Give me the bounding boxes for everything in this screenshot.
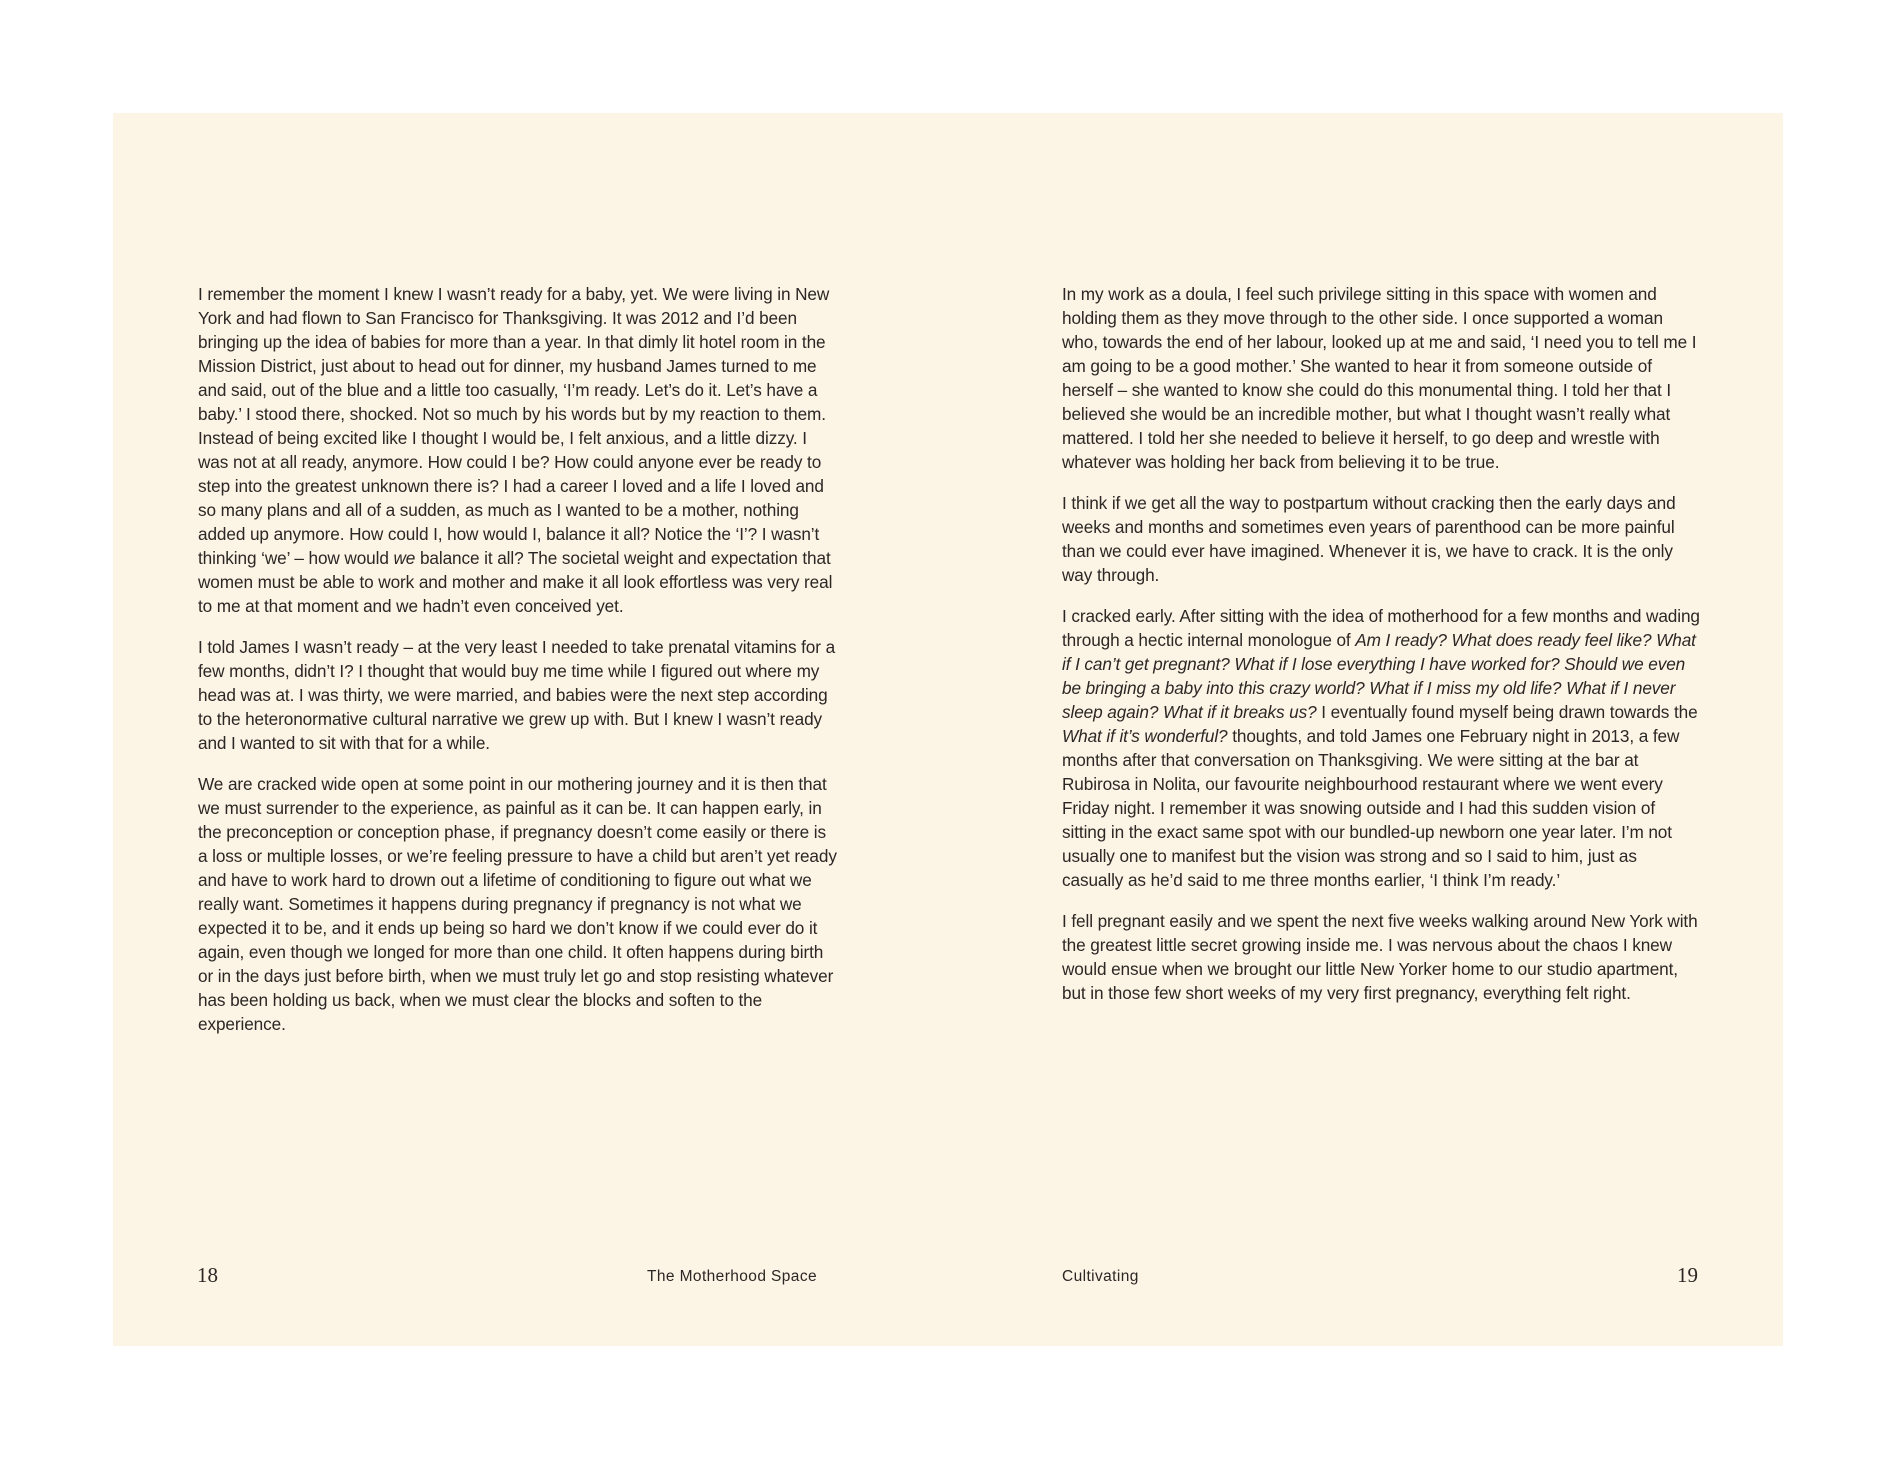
- text-run: We are cracked wide open at some point in our mothering journey and it is then that we must surrender to the experience, as painful as it can be. It can happen early, in the preconception or conception phase, if pregnancy doesn’t come easily or there is a loss or multiple losses, or we’re feeling pressure to have a child but aren’t yet ready and have to work hard to drown out a lifetime of conditioning to figure out what we really want. Sometimes it happens during pregnancy if pregnancy is not what we expected it to be, and it ends up being so hard we don’t know if we could ever do it again, even though we longed for more than one child. It often happens during birth or in the days just before birth, when we must truly let go and stop resisting whatever has been holding us back, when we must clear the blocks and soften to the experience.: [198, 774, 837, 1034]
- left-paragraph-2: [198, 635, 838, 755]
- text-run: In my work as a doula, I feel such privilege sitting in this space with women and holding them as they move through to the other side. I once supported a woman who, towards the end of her labour, looked up at me and said, ‘I need you to tell me I am going to be a good mother.’ She wanted to hear it from someone outside of herself – she wanted to know she could do this monumental thing. I told her that I believed she would be an incredible mother, but what I thought wasn’t really what mattered. I told her she needed to believe it herself, to go deep and wrestle with whatever was holding her back from believing it to be true.: [1062, 284, 1697, 472]
- right-running-head: Cultivating: [1062, 1268, 1139, 1285]
- text-run: I fell pregnant easily and we spent the next five weeks walking around New York with the greatest little secret growing inside me. I was nervous about the chaos I knew would ensue when we brought our little New Yorker home to our studio apartment, but in those few short weeks of my very first pregnancy, everything felt right.: [1062, 911, 1698, 1003]
- right-paragraph-2: [1062, 491, 1702, 587]
- left-paragraph-1: [198, 282, 838, 618]
- left-page-body: [198, 282, 838, 1053]
- text-run: thoughts, and told James one February night in 2013, a few months after that conversation on Thanksgiving. We were sitting at the bar at Rubirosa in Nolita, our favourite neighbourhood restaurant where we went every Friday night. I remember it was snowing outside and I had this sudden vision of sitting in the exact same spot with our bundled-up newborn one year later. I’m not usually one to manifest but the vision was strong and so I said to him, just as casually as he’d said to me three months earlier, ‘I think I’m ready.’: [1062, 726, 1680, 890]
- left-paragraph-3: [198, 772, 838, 1036]
- text-run: I remember the moment I knew I wasn’t ready for a baby, yet. We were living in New York and had flown to San Francisco for Thanksgiving. It was 2012 and I’d been bringing up the idea of babies for more than a year. In that dimly lit hotel room in the Mission District, just about to head out for dinner, my husband James turned to me and said, out of the blue and a little too casually, ‘I’m ready. Let’s do it. Let’s have a baby.’ I stood there, shocked. Not so much by his words but by my reaction to them. Instead of being excited like I thought I would be, I felt anxious, and a little dizzy. I was not at all ready, anymore. How could I be? How could anyone ever be ready to step into the greatest unknown there is? I had a career I loved and a life I loved and so many plans and all of a sudden, as much as I wanted to be a mother, nothing added up anymore. How could I, how would I, balance it all? Notice the ‘I’? I wasn’t thinking ‘we’ – how would: [198, 284, 830, 568]
- italic-run: Am I ready? What does ready feel like? What if I can’t get pregnant? What if I lose everything I have worked for? Should we even be bringing a baby into this crazy world? What if I miss my old life? What if I never sleep again? What if it breaks us?: [1062, 630, 1696, 722]
- italic-run: we: [393, 548, 416, 568]
- italic-run: What if it’s wonderful?: [1062, 726, 1228, 746]
- right-paragraph-1: [1062, 282, 1702, 474]
- right-page-body: [1062, 282, 1702, 1022]
- text-run: I told James I wasn’t ready – at the very least I needed to take prenatal vitamins for a few months, didn’t I? I thought that would buy me time while I figured out where my head was at. I was thirty, we were married, and babies were the next step according to the heteronormative cultural narrative we grew up with. But I knew I wasn’t ready and I wanted to sit with that for a while.: [198, 637, 836, 753]
- right-paragraph-3: [1062, 604, 1702, 892]
- text-run: balance it all? The societal weight and expectation that women must be able to work and mother and make it all look effortless was very real to me at that moment and we hadn’t even conceived yet.: [198, 548, 833, 616]
- text-run: I cracked early. After sitting with the idea of motherhood for a few months and wading through a hectic internal monologue of: [1062, 606, 1700, 650]
- left-page-number: 18: [197, 1263, 218, 1287]
- right-page-number: 19: [1677, 1263, 1698, 1287]
- left-running-head: The Motherhood Space: [647, 1268, 817, 1285]
- right-paragraph-4: [1062, 909, 1702, 1005]
- text-run: I eventually found myself being drawn towards the: [1316, 702, 1698, 722]
- text-run: I think if we get all the way to postpartum without cracking then the early days and weeks and months and sometimes even years of parenthood can be more painful than we could ever have imagined. Whenever it is, we have to crack. It is the only way through.: [1062, 493, 1676, 585]
